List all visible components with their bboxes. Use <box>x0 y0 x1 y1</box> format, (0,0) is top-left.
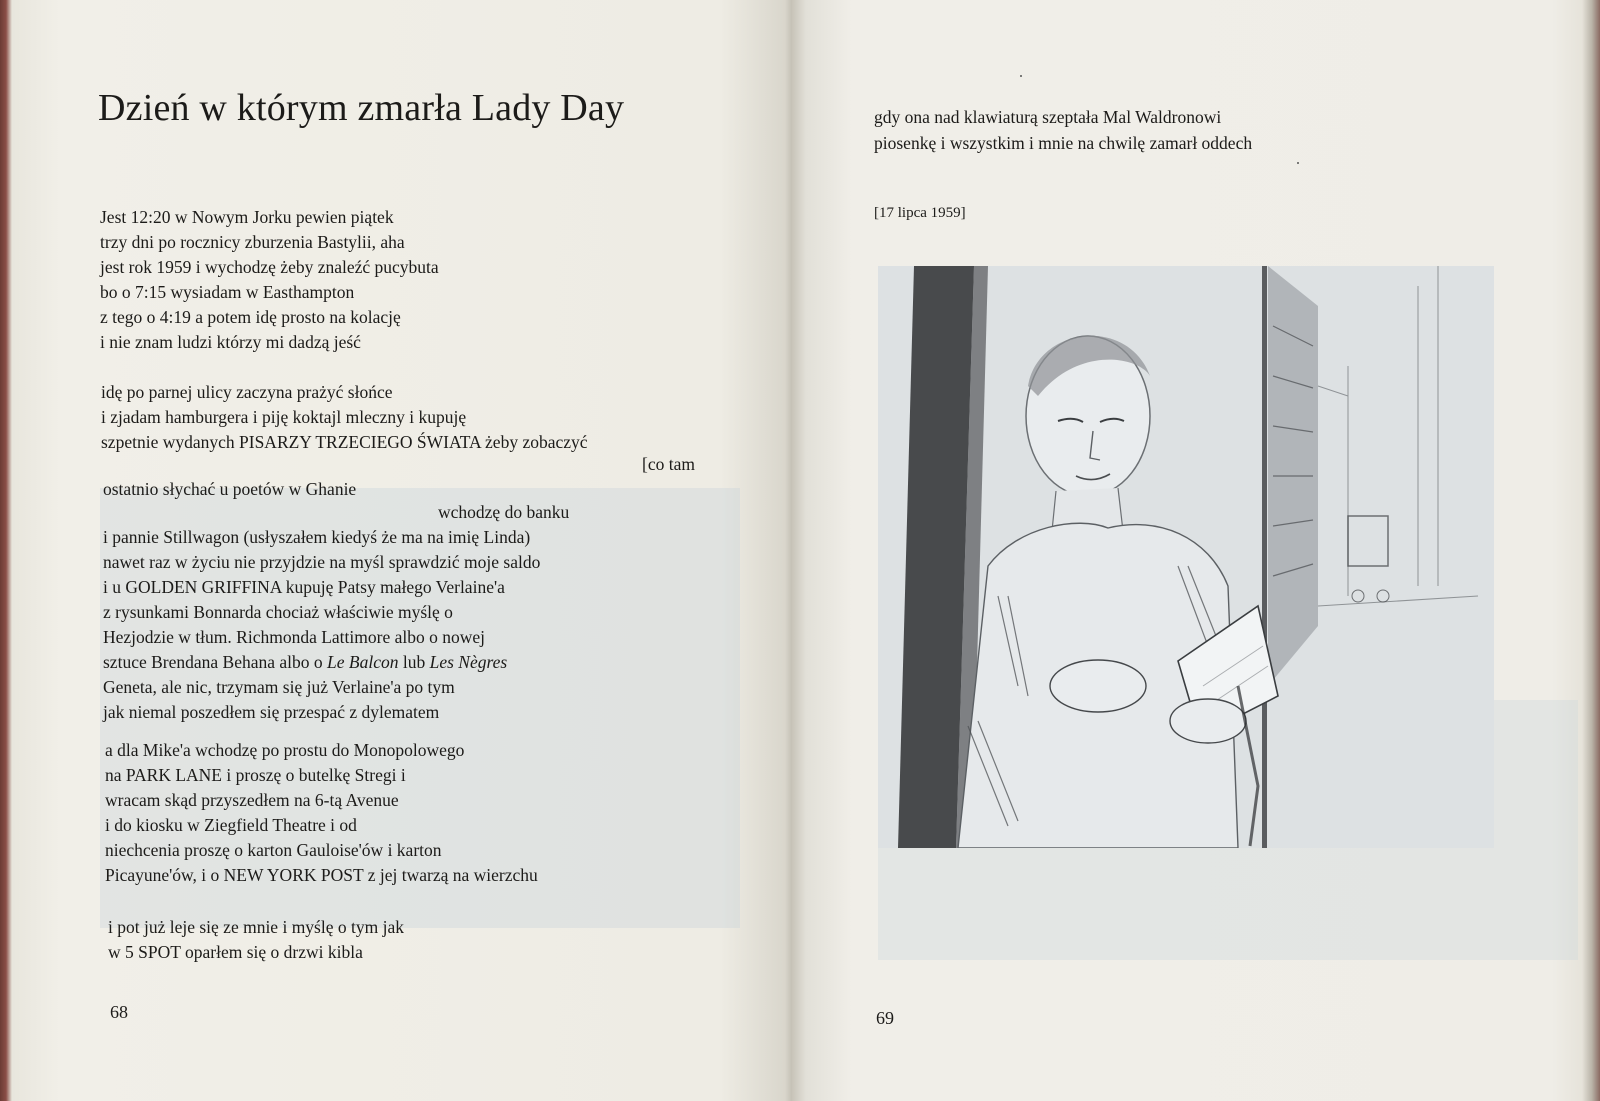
poem-line: z tego o 4:19 a potem idę prosto na kolację <box>100 307 401 327</box>
poem-line: Hezjodzie w tłum. Richmonda Lattimore albo o nowej <box>103 627 485 647</box>
paper-speck <box>1297 162 1299 164</box>
text-run: lub <box>398 652 430 672</box>
poem-line: gdy ona nad klawiaturą szeptała Mal Waldronowi <box>874 107 1222 127</box>
poem-line: i pot już leje się ze mnie i myślę o tym jak <box>108 917 404 937</box>
left-page <box>0 0 792 1101</box>
poem-line: trzy dni po rocznicy zburzenia Bastylii, aha <box>100 232 405 252</box>
sketch-drawing <box>878 266 1494 848</box>
stanza-1 <box>100 205 439 355</box>
stanza-2 <box>101 380 588 455</box>
poem-line: nawet raz w życiu nie przyjdzie na myśl sprawdzić moje saldo <box>103 552 541 572</box>
text-run: sztuce Brendana Behana albo o <box>103 652 328 672</box>
poem-title: Dzień w którym zmarła Lady Day <box>98 87 625 129</box>
poem-line-with-titles <box>103 650 569 675</box>
stanza-4 <box>105 738 538 888</box>
poem-line: i nie znam ludzi którzy mi dadzą jeść <box>100 332 361 352</box>
poem-line: na PARK LANE i proszę o butelkę Stregi i <box>105 765 406 785</box>
stanza-5 <box>108 915 404 965</box>
stanza-3 <box>103 500 569 725</box>
right-page <box>792 0 1600 1101</box>
italic-title: Le Balcon <box>327 652 399 672</box>
poem-line: Jest 12:20 w Nowym Jorku pewien piątek <box>100 207 394 227</box>
paper-speck <box>1020 75 1022 77</box>
poem-line: Picayune'ów, i o NEW YORK POST z jej twarzą na wierzchu <box>105 865 538 885</box>
poem-line: szpetnie wydanych PISARZY TRZECIEGO ŚWIATA żeby zobaczyć <box>101 432 588 452</box>
poem-line: ostatnio słychać u poetów w Ghanie <box>103 479 357 499</box>
pencil-sketch-portrait-icon <box>878 266 1494 848</box>
poem-line: jest rok 1959 i wychodzę żeby znaleźć pucybuta <box>100 257 439 277</box>
poem-line: bo o 7:15 wysiadam w Easthampton <box>100 282 355 302</box>
poem-line: i pannie Stillwagon (usłyszałem kiedyś że ma na imię Linda) <box>103 527 531 547</box>
poem-line: idę po parnej ulicy zaczyna prażyć słońce <box>101 382 393 402</box>
italic-title: Les Nègres <box>429 652 508 672</box>
bracketed-continuation: [co tam <box>642 454 695 474</box>
poem-line-indented: wchodzę do banku <box>438 502 570 522</box>
poem-line: a dla Mike'a wchodzę po prostu do Monopolowego <box>105 740 465 760</box>
poem-line: w 5 SPOT oparłem się o drzwi kibla <box>108 942 363 962</box>
poem-line: i zjadam hamburgera i piję koktajl mleczny i kupuję <box>101 407 467 427</box>
poem-line: i do kiosku w Ziegfield Theatre i od <box>105 815 357 835</box>
poem-continuation <box>874 104 1252 156</box>
poem-line: jak niemal poszedłem się przespać z dylematem <box>103 702 440 722</box>
poem-line: Geneta, ale nic, trzymam się już Verlaine'a po tym <box>103 677 455 697</box>
poem-date: [17 lipca 1959] <box>874 205 966 221</box>
page-number-left: 68 <box>110 1002 128 1022</box>
poem-line: wracam skąd przyszedłem na 6-tą Avenue <box>105 790 399 810</box>
poem-line: niechcenia proszę o karton Gauloise'ów i karton <box>105 840 442 860</box>
page-number-right: 69 <box>876 1008 894 1028</box>
poem-line: i u GOLDEN GRIFFINA kupuję Patsy małego Verlaine'a <box>103 577 505 597</box>
poem-line: z rysunkami Bonnarda chociaż właściwie myślę o <box>103 602 453 622</box>
poem-line: piosenkę i wszystkim i mnie na chwilę zamarł oddech <box>874 133 1253 153</box>
